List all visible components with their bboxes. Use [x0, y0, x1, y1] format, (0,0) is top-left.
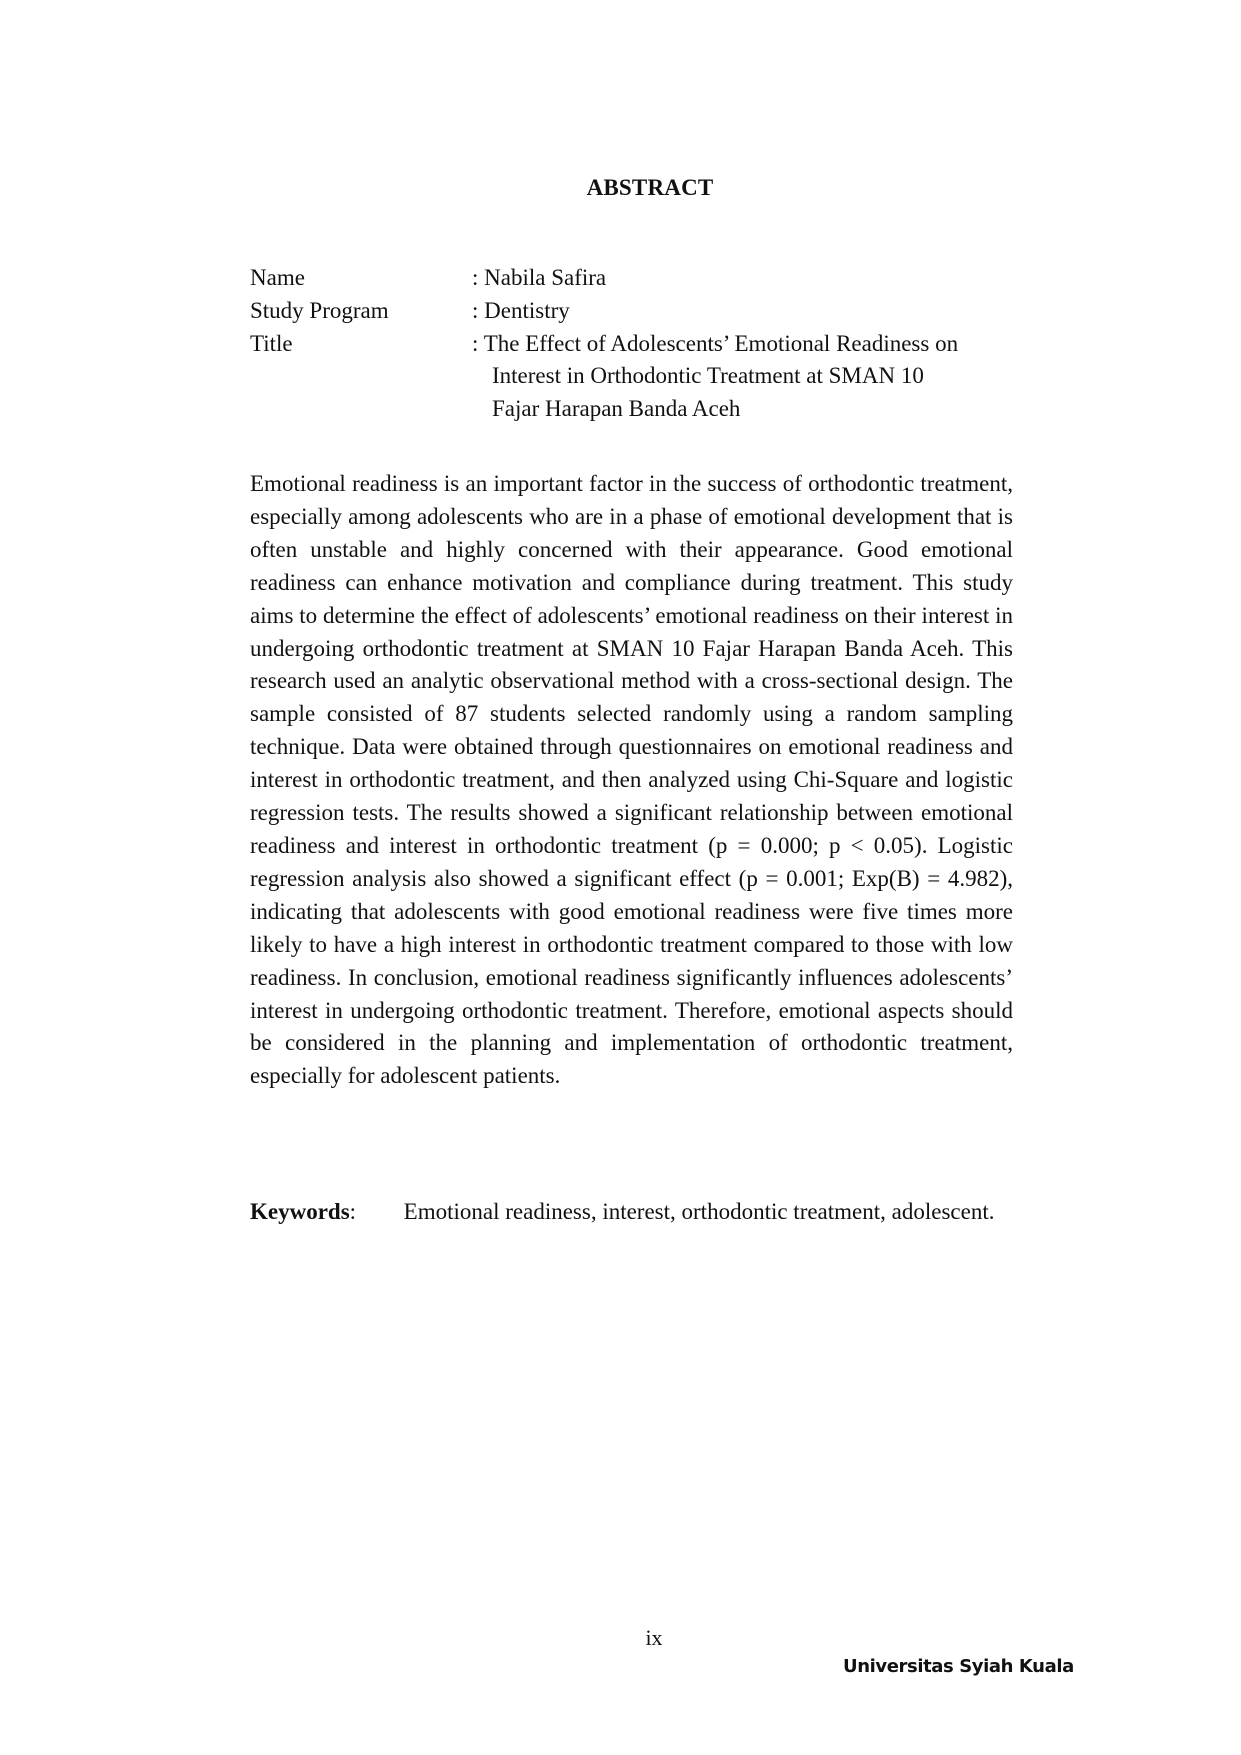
name-label: Name	[250, 265, 305, 290]
keywords-separator: :	[349, 1199, 357, 1224]
meta-row-title	[250, 328, 1012, 426]
abstract-metadata	[250, 262, 1012, 426]
meta-row-name	[250, 262, 1012, 295]
abstract-heading: ABSTRACT	[586, 175, 714, 200]
study-program-label: Study Program	[250, 297, 389, 323]
meta-row-program	[250, 295, 1012, 328]
title-line: : The Effect of Adolescents’ Emotional Readiness on	[472, 330, 959, 356]
institution-footer: Universitas Syiah Kuala	[843, 1656, 1074, 1677]
keywords-label: Keywords	[250, 1199, 350, 1224]
name-value: : Nabila Safira	[472, 265, 607, 290]
abstract-body: Emotional readiness is an important factor in the success of orthodontic treatment, especially among adolescents who are in a phase of emotional development that is often unstable and highly concerned with their appearance. Good emotional readiness can enhance motivation and compliance during treatment. This study aims to determine the effect of adolescents’ emotional readiness on their interest in undergoing orthodontic treatment at SMAN 10 Fajar Harapan Banda Aceh. This research used an analytic observational method with a cross-sectional design. The sample consisted of 87 students selected randomly using a random sampling technique. Data were obtained through questionnaires on emotional readiness and interest in orthodontic treatment, and then analyzed using Chi-Square and logistic regression tests. The results showed a significant relationship between emotional readiness and interest in orthodontic treatment (p = 0.000; p < 0.05). Logistic regression analysis also showed a significant effect (p = 0.001; Exp(B) = 4.982), indicating that adolescents with good emotional readiness were five times more likely to have a high interest in orthodontic treatment compared to those with low readiness. In conclusion, emotional readiness significantly influences adolescents’ interest in undergoing orthodontic treatment. Therefore, emotional aspects should be considered in the planning and implementation of orthodontic treatment, especially for adolescent patients.	[250, 471, 1013, 1089]
page-number: ix	[645, 1625, 663, 1650]
title-line: Interest in Orthodontic Treatment at SMAN 10	[492, 363, 924, 389]
keywords-text: Emotional readiness, interest, orthodontic treatment, adolescent.	[403, 1199, 995, 1224]
keywords-section	[250, 1190, 1013, 1233]
title-label: Title	[250, 330, 293, 356]
title-line: Fajar Harapan Banda Aceh	[492, 396, 741, 422]
study-program-value: : Dentistry	[472, 297, 570, 323]
title-value	[472, 328, 1012, 426]
